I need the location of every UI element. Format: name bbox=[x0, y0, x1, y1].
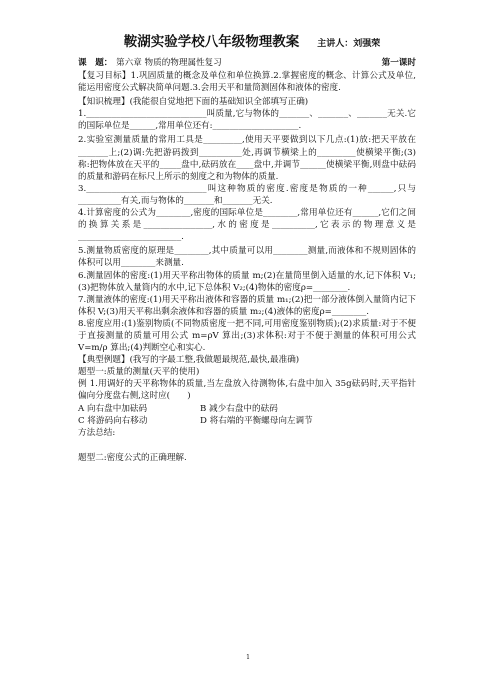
options-row-2 bbox=[78, 415, 416, 427]
type-1-heading: 题型一:质量的测量(天平的使用) bbox=[78, 367, 200, 378]
review-goals: 【复习目标】1.巩固质量的概念及单位和单位换算.2.掌握密度的概念、计算公式及单位,能运用密度公式解决简单问题.3.会用天平和量筒测固体和液体的密度. bbox=[78, 71, 416, 94]
lesson-row bbox=[78, 56, 416, 68]
item-1-mass: 1.____________________________叫质量,它与物体的_______、_______、_______无关.它的国际单位是______,常用单位还有:____________________. bbox=[78, 109, 416, 132]
header bbox=[88, 30, 416, 50]
page-title: 鞍湖实验学校八年级物理教案 bbox=[123, 34, 300, 50]
method-summary: 方法总结: bbox=[78, 427, 116, 438]
examples-heading: 【典型例题】(我写的字最工整,我做题最规范,最快,最准确) bbox=[78, 355, 300, 366]
lesson-key: 课 题： bbox=[78, 58, 113, 68]
item-5-principle: 5.测量物质密度的原理是________,其中质量可以用________测量,而液体和不规则固体的体积可以用________来测量. bbox=[78, 246, 416, 269]
option-b: B 减少右盘中的砝码 bbox=[200, 403, 278, 414]
item-8-application: 8.密度应用:(1)鉴别物质(不同物质密度一把不同,可用密度鉴别物质);(2)求质量:对于不便于直接测量的质量可用公式 m=ρV 算出;(3)求体积:对于不便于测量的体积可用公式 V=m/ρ 算出;(4)判断空心和实心. bbox=[78, 318, 416, 354]
speaker: 主讲人：刘强荣 bbox=[317, 39, 381, 49]
type-2-heading: 题型二:密度公式的正确理解. bbox=[78, 452, 187, 463]
knowledge-heading: 【知识梳理】(我能很自觉地把下面的基础知识全部填写正确) bbox=[78, 97, 309, 108]
option-d: D 将右端的平衡螺母向左调节 bbox=[200, 415, 313, 426]
example-1: 例 1.用调好的天平称物体的质量,当左盘放入待测物体,右盘中加入 35g砝码时,天平指针偏向分度盘右侧,这时应( ) bbox=[78, 379, 416, 402]
item-6-solid: 6.测量固体的密度:(1)用天平称出物体的质量 m;(2)在量筒里倒入适量的水,记下体积 V₁;(3)把物体放入量筒内的水中,记下总体积 V₂;(4)物体的密度ρ=________. bbox=[78, 270, 416, 293]
lesson-topic: 第六章 物质的物理属性复习 bbox=[116, 58, 222, 68]
options-row-1 bbox=[78, 403, 416, 415]
option-c: C 将游码向右移动 bbox=[78, 415, 148, 426]
lesson-period: 第一课时 bbox=[381, 58, 416, 68]
item-4-formula: 4.计算密度的公式为________,密度的国际单位是________,常用单位还有______,它们之间的换算关系是________________,水的密度是__________,它表示的物理意义是________________________. bbox=[78, 208, 416, 243]
page-content bbox=[78, 30, 416, 464]
item-7-liquid: 7.测量液体的密度:(1)用天平称出液体和容器的质量 m₁;(2)把一部分液体倒入量筒内记下体积 V;(3)用天平称出剩余液体和容器的质量 m₂;(4)液体的密度ρ=________. bbox=[78, 294, 416, 317]
page-number: 1 bbox=[246, 654, 250, 661]
item-3-density: 3.____________________________叫这种物质的密度.密度是物质的一种______,只与__________有关,而与物体的_______和_______无关. bbox=[78, 183, 416, 206]
item-2-balance: 2.实验室测量质量的常用工具是_________,使用天平要做到以下几点:(1)放:把天平放在_______上;(2)调:先把游码拨到__________处,再调节横梁上的_________使横梁平衡;(3)称:把物体放在天平的_____盘中,砝码放在____盘中,并调节______使横梁平衡,则盘中砝码的质量和游码在标尺上所示的刻度之和为物体的质量. bbox=[78, 135, 416, 182]
option-a: A 向右盘中加砝码 bbox=[78, 403, 148, 414]
